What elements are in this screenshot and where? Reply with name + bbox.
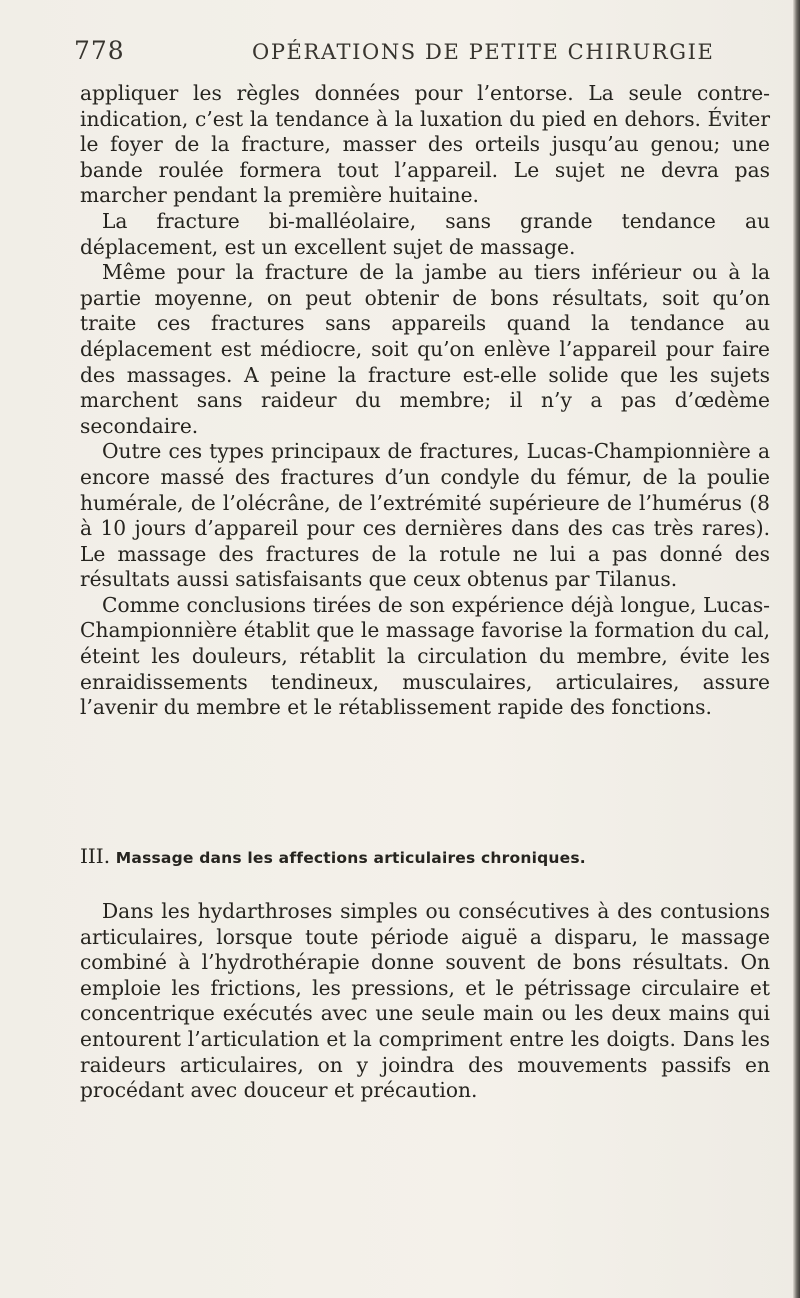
section-title: Massage dans les affections articulaires chroniques.	[115, 849, 586, 867]
section-text	[80, 899, 770, 1104]
paragraph-bimalleolar: La fracture bi-malléolaire, sans grande tendance au déplacement, est un excellent sujet de massage.	[80, 208, 770, 259]
section-heading	[80, 844, 770, 870]
paragraph-continuation: appliquer les règles données pour l’entorse. La seule contre-indication, c’est la tendance à la luxation du pied en dehors. Éviter le foyer de la fracture, masser des orteils jusqu’au genou; une bande roulée formera tout l’appareil. Le sujet ne devra pas marcher pendant la première huitaine.	[80, 81, 770, 208]
main-text	[80, 81, 770, 721]
paragraph-leg-fracture: Même pour la fracture de la jambe au tiers inférieur ou à la partie moyenne, on peut obtenir de bons résultats, soit qu’on traite ces fractures sans appareils quand la tendance au déplacement est médiocre, soit qu’on enlève l’appareil pour faire des massages. A peine la fracture est-elle solide que les sujets marchent sans raideur du membre; il n’y a pas d’œdème secondaire.	[80, 260, 770, 438]
section-number: III.	[80, 844, 111, 868]
page-number: 778	[74, 36, 125, 65]
page-edge-shadow	[793, 0, 800, 1298]
paragraph-other-fractures: Outre ces types principaux de fractures, Lucas-Championnière a encore massé des fractures d’un condyle du fémur, de la poulie humérale, de l’olécrâne, de l’extrémité supérieure de l’humérus (8 à 10 jours d’appareil pour ces dernières dans des cas très rares). Le massage des fractures de la rotule ne lui a pas donné des résultats aussi satisfaisants que ceux obtenus par Tilanus.	[80, 439, 770, 592]
page-header	[74, 36, 764, 74]
paragraph-conclusions: Comme conclusions tirées de son expérience déjà longue, Lucas-Championnière établit que le massage favorise la formation du cal, éteint les douleurs, rétablit la circulation du membre, évite les enraidissements tendineux, musculaires, articulaires, assure l’avenir du membre et le rétablissement rapide des fonctions.	[80, 592, 770, 720]
running-title: OPÉRATIONS DE PETITE CHIRURGIE	[252, 40, 715, 64]
paragraph-hydarthroses: Dans les hydarthroses simples ou consécutives à des contusions articulaires, lorsque toute période aiguë a disparu, le massage combiné à l’hydrothérapie donne souvent de bons résultats. On emploie les frictions, les pressions, et le pétrissage circulaire et concentrique exécutés avec une seule main ou les deux mains qui entourent l’articulation et la compriment entre les doigts. Dans les raideurs articulaires, on y joindra des mouvements passifs en procédant avec douceur et précaution.	[80, 899, 770, 1103]
